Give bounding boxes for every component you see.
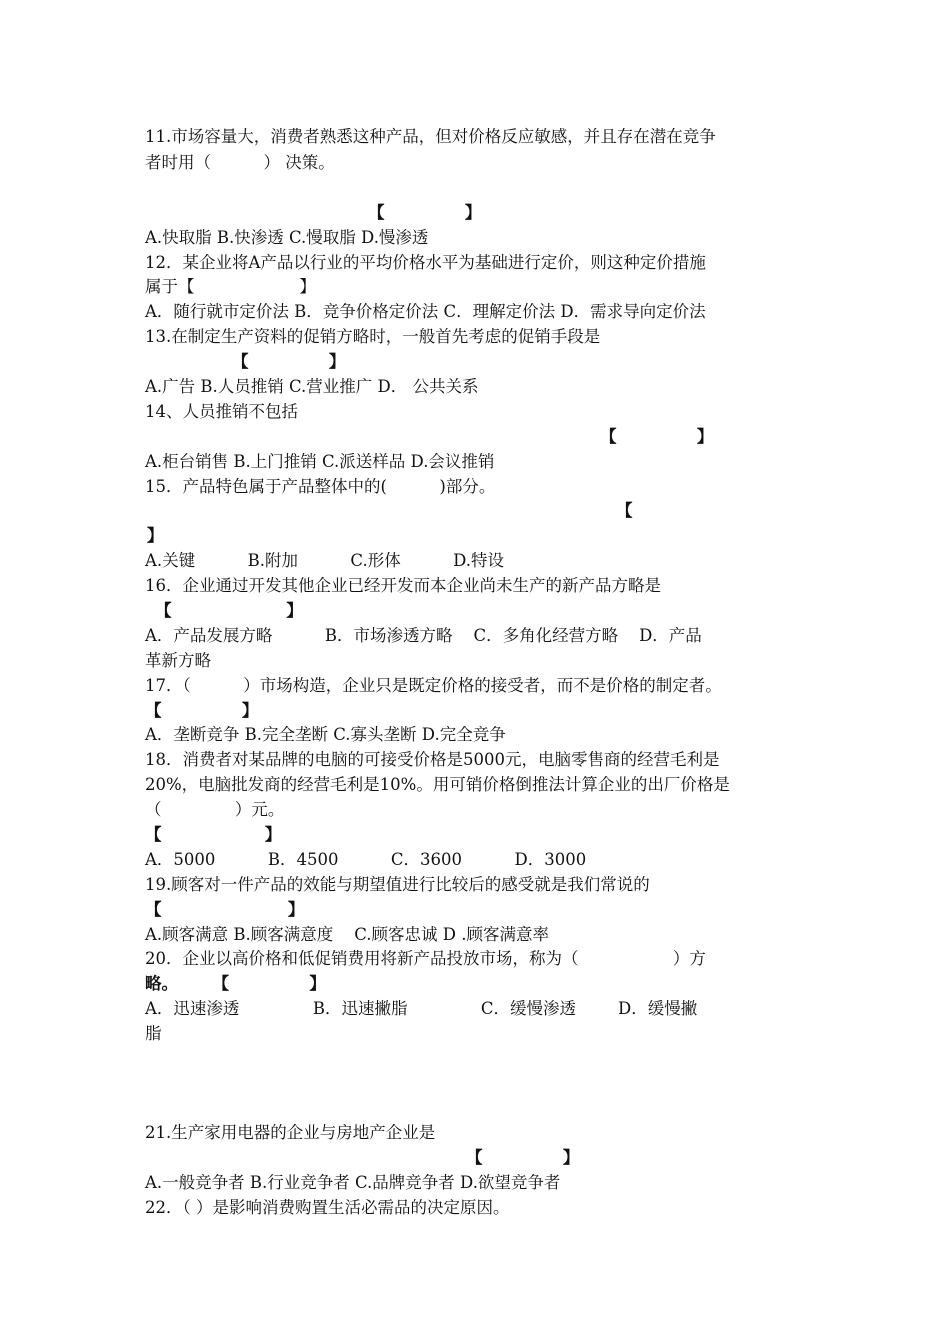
question-15-options: A.关键 B.附加 C.形体 D.特设 (145, 551, 505, 570)
question-11-text-line-2: 者时用（ ） 决策。 (145, 153, 335, 172)
question-16-options-line-2: 革新方略 (145, 651, 211, 670)
question-14-options: A.柜台销售 B.上门推销 C.派送样品 D.会议推销 (145, 452, 495, 471)
question-22-text-line-1: 22．（ ）是影响消费购置生活必需品的决定原因。 (145, 1198, 510, 1217)
question-12-text-line-2: 属于【 】 (145, 277, 316, 296)
question-18-text-line-3: （ ）元。 (145, 800, 285, 819)
question-17-options: A．垄断竞争 B.完全垄断 C.寡头垄断 D.完全竞争 (145, 725, 506, 744)
question-13-options: A.广告 B.人员推销 C.营业推广 D． 公共关系 (145, 377, 479, 396)
question-12-text-line-1: 12．某企业将A产品以行业的平均价格水平为基础进行定价，则这种定价措施 (145, 253, 706, 272)
question-21-answer-bracket: 【 】 (466, 1148, 580, 1167)
question-13-text-line-1: 13.在制定生产资料的促销方略时，一般首先考虑的促销手段是 (145, 327, 601, 346)
question-20-options-line-1: A．迅速渗透 B．迅速撇脂 C．缓慢渗透 D．缓慢撇 (145, 999, 698, 1018)
question-20-options-line-2: 脂 (145, 1024, 162, 1043)
question-15-bracket-close: 】 (147, 526, 164, 545)
question-12-options: A．随行就市定价法 B．竞争价格定价法 C．理解定价法 D．需求导向定价法 (145, 302, 706, 321)
question-19-text-line-1: 19.顾客对一件产品的效能与期望值进行比较后的感受就是我们常说的 (145, 875, 650, 894)
question-19-options: A.顾客满意 B.顾客满意度 C.顾客忠诚 D .顾客满意率 (145, 925, 550, 944)
question-17-text-line-1: 17．（ ）市场构造，企业只是既定价格的接受者，而不是价格的制定者。 (145, 676, 722, 695)
question-18-answer-bracket: 【 】 (145, 825, 282, 844)
question-20-text-line-2: 略。 【 】 (145, 974, 326, 993)
question-16-answer-bracket: 【 】 (155, 601, 303, 620)
question-21-text-line-1: 21.生产家用电器的企业与房地产企业是 (145, 1123, 436, 1142)
question-13-answer-bracket: 【 】 (232, 352, 346, 371)
question-15-text-line-1: 15．产品特色属于产品整体中的( )部分。 (145, 477, 496, 496)
question-16-text-line-1: 16．企业通过开发其他企业已经开发而本企业尚未生产的新产品方略是 (145, 576, 661, 595)
question-21-options: A.一般竞争者 B.行业竞争者 C.品牌竞争者 D.欲望竞争者 (145, 1173, 561, 1192)
question-11-options: A.快取脂 B.快渗透 C.慢取脂 D.慢渗透 (145, 228, 429, 247)
question-18-text-line-2: 20%，电脑批发商的经营毛利是10%。用可销价格倒推法计算企业的出厂价格是 (145, 775, 730, 794)
question-20-text-line-1: 20．企业以高价格和低促销费用将新产品投放市场，称为（ ）方 (145, 949, 706, 968)
question-18-text-line-1: 18．消费者对某品牌的电脑的可接受价格是5000元，电脑零售商的经营毛利是 (145, 750, 720, 769)
question-14-answer-bracket: 【 】 (600, 427, 714, 446)
question-19-answer-bracket: 【 】 (145, 900, 305, 919)
question-15-bracket-open: 【 (616, 501, 633, 520)
question-17-answer-bracket: 【 】 (145, 701, 259, 720)
question-11-answer-bracket: 【 】 (368, 203, 482, 222)
question-11-text-line-1: 11.市场容量大，消费者熟悉这种产品，但对价格反应敏感，并且存在潜在竞争 (145, 127, 716, 146)
question-14-text-line-1: 14、人员推销不包括 (145, 402, 298, 421)
question-18-options: A．5000 B．4500 C．3600 D．3000 (145, 850, 587, 869)
question-16-options-line-1: A．产品发展方略 B．市场渗透方略 C．多角化经营方略 D．产品 (145, 626, 702, 645)
